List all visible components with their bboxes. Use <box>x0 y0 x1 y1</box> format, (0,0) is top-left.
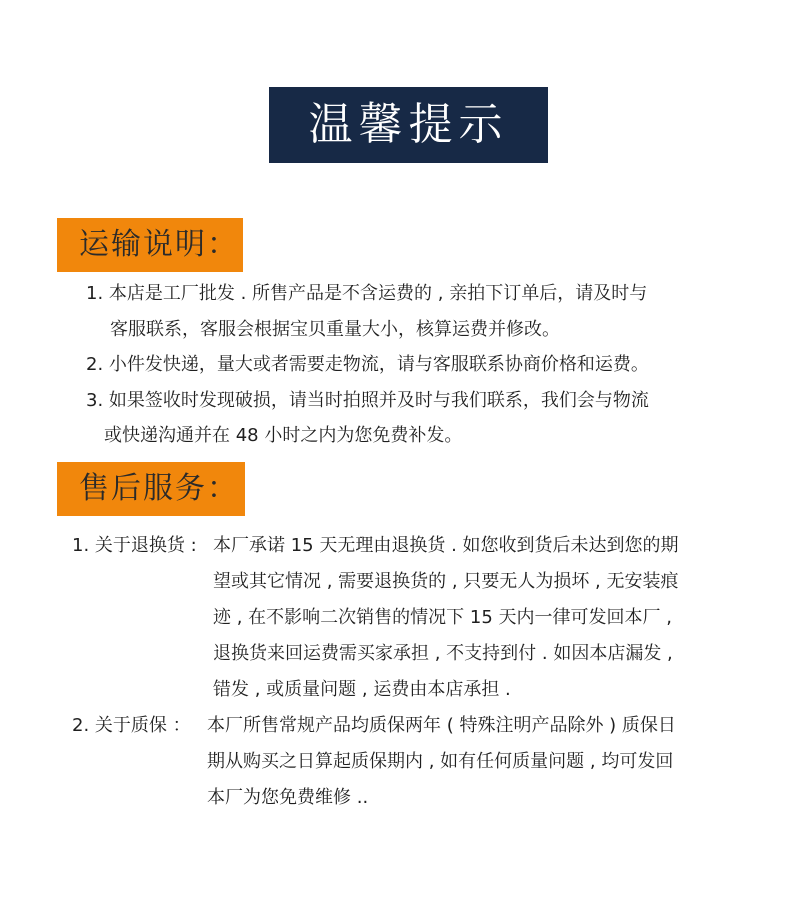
shipping-heading: 运输说明： <box>57 218 243 272</box>
shipping-line-2: 客服联系，客服会根据宝贝重量大小，核算运费并修改。 <box>110 319 560 340</box>
shipping-line-3: 2. 小件发快递，量大或者需要走物流，请与客服联系协商价格和运费。 <box>86 354 649 375</box>
warranty-line-3: 本厂为您免费维修 .. <box>207 787 369 808</box>
return-policy-line-5: 错发 , 或质量问题 , 运费由本店承担 . <box>213 679 511 700</box>
return-policy-line-3: 迹 , 在不影响二次销售的情况下 15 天内一律可发回本厂 , <box>213 607 672 628</box>
return-policy-label: 1. 关于退换货 : <box>72 535 197 556</box>
shipping-line-1: 1. 本店是工厂批发 . 所售产品是不含运费的 , 亲拍下订单后，请及时与 <box>86 283 648 304</box>
return-policy-line-1: 本厂承诺 15 天无理由退换货 . 如您收到货后未达到您的期 <box>213 535 679 556</box>
shipping-line-5: 或快递沟通并在 48 小时之内为您免费补发。 <box>104 425 463 446</box>
warranty-line-1: 本厂所售常规产品均质保两年 ( 特殊注明产品除外 ) 质保日 <box>207 715 676 736</box>
shipping-line-4: 3. 如果签收时发现破损，请当时拍照并及时与我们联系，我们会与物流 <box>86 390 649 411</box>
warranty-label: 2. 关于质保 ： <box>72 715 191 736</box>
return-policy-line-4: 退换货来回运费需买家承担 , 不支持到付 . 如因本店漏发 , <box>213 643 673 664</box>
return-policy-line-2: 望或其它情况 , 需要退换货的 , 只要无人为损坏 , 无安装痕 <box>213 571 679 592</box>
warranty-line-2: 期从购买之日算起质保期内 , 如有任何质量问题 , 均可发回 <box>207 751 674 772</box>
aftersales-heading: 售后服务： <box>57 462 245 516</box>
page-title: 温馨提示 <box>269 87 548 163</box>
